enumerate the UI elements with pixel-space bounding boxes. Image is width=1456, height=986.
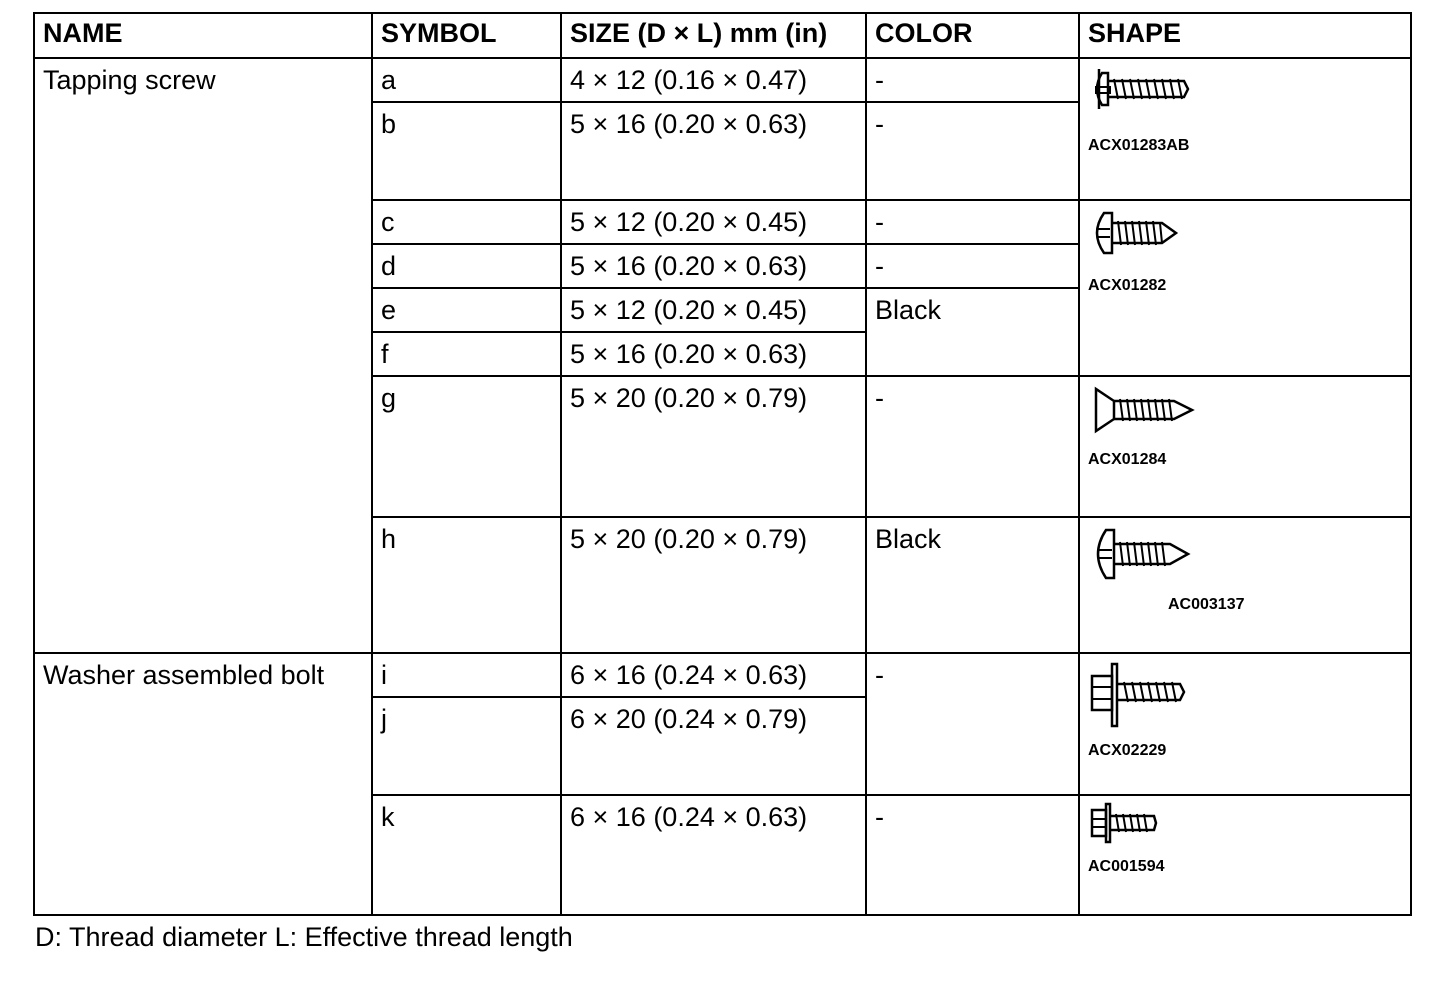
countersunk-screw-icon (1088, 383, 1198, 439)
color-cell: - (866, 200, 1079, 244)
fastener-table (33, 12, 1412, 916)
header-name: NAME (34, 13, 372, 58)
color-cell: - (866, 653, 1079, 795)
pan-head-screw-icon (1088, 207, 1188, 265)
symbol-cell: g (372, 376, 561, 517)
shape-cell (1079, 517, 1411, 653)
hex-washer-bolt-icon (1088, 802, 1168, 846)
color-cell: Black (866, 517, 1079, 653)
symbol-cell: k (372, 795, 561, 915)
color-cell: Black (866, 288, 1079, 376)
header-size: SIZE (D × L) mm (in) (561, 13, 866, 58)
shape-code: ACX02229 (1088, 742, 1167, 759)
flange-screw-icon (1088, 65, 1198, 125)
shape-code: ACX01282 (1088, 277, 1167, 294)
footnote: D: Thread diameter L: Effective thread length (35, 922, 573, 952)
symbol-cell: b (372, 102, 561, 200)
color-cell: - (866, 795, 1079, 915)
size-cell: 5 × 12 (0.20 × 0.45) (561, 200, 866, 244)
symbol-cell: d (372, 244, 561, 288)
shape-code: ACX01284 (1088, 451, 1167, 468)
size-cell: 5 × 20 (0.20 × 0.79) (561, 376, 866, 517)
symbol-cell: c (372, 200, 561, 244)
shape-cell (1079, 200, 1411, 376)
table-row (34, 653, 1411, 697)
header-color: COLOR (866, 13, 1079, 58)
shape-cell (1079, 795, 1411, 915)
pan-head-screw-icon (1088, 524, 1198, 584)
size-cell: 5 × 20 (0.20 × 0.79) (561, 517, 866, 653)
size-cell: 5 × 16 (0.20 × 0.63) (561, 244, 866, 288)
group-name-tapping: Tapping screw (34, 58, 372, 653)
size-cell: 5 × 16 (0.20 × 0.63) (561, 332, 866, 376)
table-row (34, 58, 1411, 102)
size-cell: 6 × 16 (0.24 × 0.63) (561, 653, 866, 697)
color-cell: - (866, 102, 1079, 200)
symbol-cell: h (372, 517, 561, 653)
symbol-cell: j (372, 697, 561, 795)
size-cell: 4 × 12 (0.16 × 0.47) (561, 58, 866, 102)
size-cell: 6 × 16 (0.24 × 0.63) (561, 795, 866, 915)
shape-cell (1079, 653, 1411, 795)
color-cell: - (866, 376, 1079, 517)
size-cell: 6 × 20 (0.24 × 0.79) (561, 697, 866, 795)
symbol-cell: f (372, 332, 561, 376)
shape-cell (1079, 376, 1411, 517)
symbol-cell: e (372, 288, 561, 332)
shape-code: AC003137 (1168, 596, 1245, 613)
size-cell: 5 × 16 (0.20 × 0.63) (561, 102, 866, 200)
shape-code: AC001594 (1088, 858, 1165, 875)
size-cell: 5 × 12 (0.20 × 0.45) (561, 288, 866, 332)
color-cell: - (866, 58, 1079, 102)
header-row (34, 13, 1411, 58)
header-shape: SHAPE (1079, 13, 1411, 58)
symbol-cell: i (372, 653, 561, 697)
symbol-cell: a (372, 58, 561, 102)
group-name-washer: Washer assembled bolt (34, 653, 372, 915)
shape-code: ACX01283AB (1088, 137, 1190, 154)
shape-cell (1079, 58, 1411, 200)
header-symbol: SYMBOL (372, 13, 561, 58)
hex-washer-bolt-icon (1088, 660, 1198, 730)
color-cell: - (866, 244, 1079, 288)
